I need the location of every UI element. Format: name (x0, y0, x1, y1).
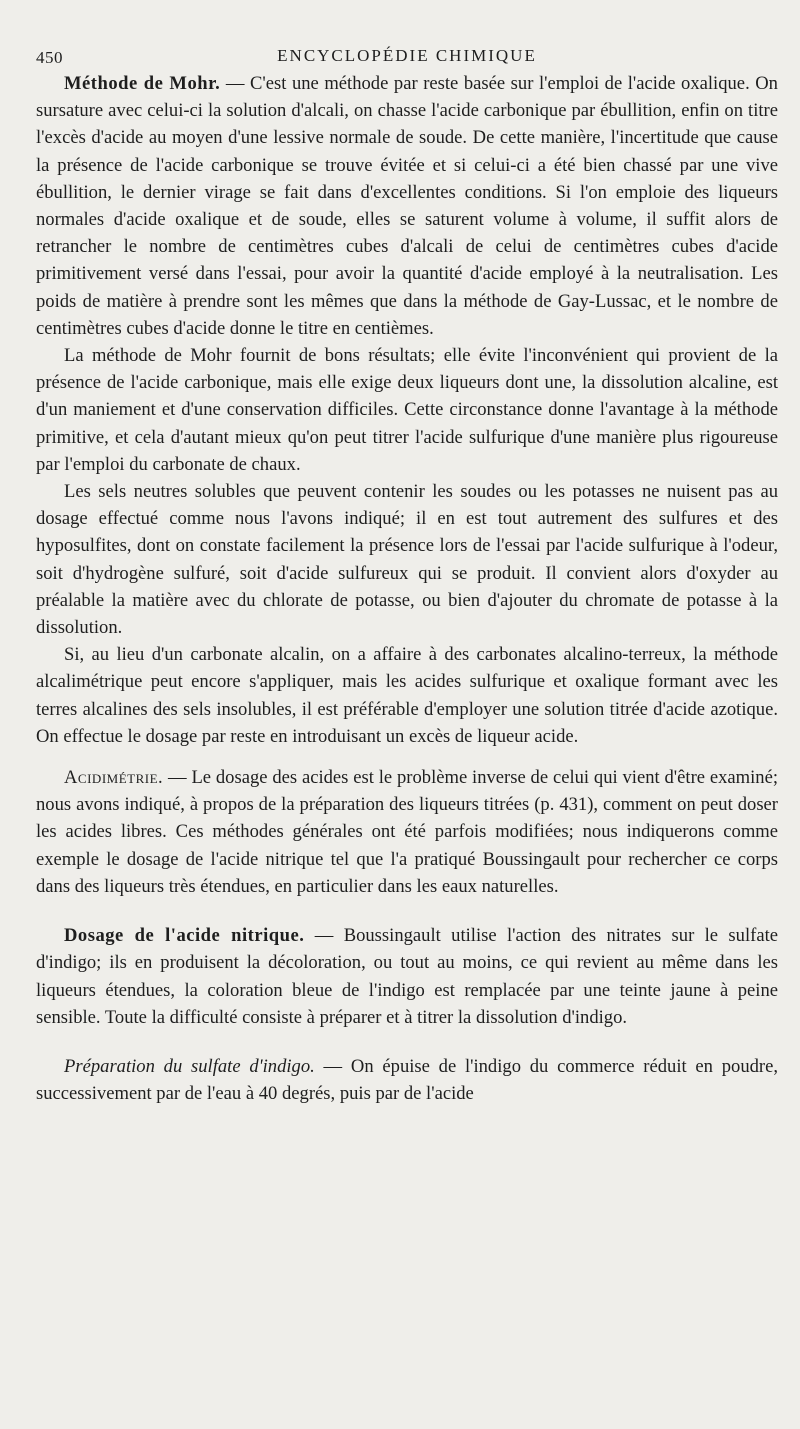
page-number: 450 (36, 48, 63, 67)
page-header (36, 44, 778, 70)
paragraph-text: — C'est une méthode par reste basée sur l'emploi de l'acide oxalique. On sursature avec celui-ci la solution d'alcali, on chasse l'acide carbonique par ébullition, enfin on titre l'excès d'acide au moyen d'une lessive normale de soude. De cette manière, l'incertitude que cause la présence de l'acide carbonique se trouve évitée et si celui-ci a été bien chassé par une vive ébullition, le dernier virage se fait dans d'excellentes conditions. Si l'on emploie des liqueurs normales d'acide oxalique et de soude, elles se saturent volume à volume, il suffit alors de retrancher le nombre de centimètres cubes d'alcali de celui de centimètres cubes d'acide primitivement versé dans l'essai, pour avoir la quantité d'acide employé à la neutralisation. Les poids de matière à prendre sont les mêmes que dans la méthode de Gay-Lussac, et le nombre de centimètres cubes d'acide donne le titre en centièmes. (36, 73, 778, 339)
paragraph-acidimetrie (36, 764, 778, 900)
paragraph-text: — On épuise de l'indigo du commerce réduit en poudre, successivement par de l'eau à 40 degrés, puis par de l'acide (36, 1055, 778, 1105)
paragraph-text: Les sels neutres solubles que peuvent contenir les soudes ou les potasses ne nuisent pas au dosage effectué comme nous l'avons indiqué; il en est tout autrement des sulfures et des hyposulfites, dont on constate facilement la présence lors de l'essai par l'acide sulfurique à l'odeur, soit d'hydrogène sulfuré, soit d'acide sulfureux qui se produit. Il convient alors d'oxyder au préalable la matière avec du chlorate de potasse, ou bien d'ajouter du chromate de potasse à la dissolution. (36, 481, 778, 639)
paragraph-mohr-resultats (36, 342, 778, 478)
section-heading-dosage-acide-nitrique: Dosage de l'acide nitrique. (64, 925, 305, 947)
section-heading-methode-mohr: Méthode de Mohr. (64, 73, 221, 94)
paragraph-text: — Le dosage des acides est le problème inverse de celui qui vient d'être examiné; nous avons indiqué, à propos de la préparation des liqueurs titrées (p. 431), comment on peut doser les acides libres. Ces méthodes générales ont été parfois modifiées; nous indiquerons comme exemple le dosage de l'acide nitrique tel que l'a pratiqué Boussingault pour rechercher ce corps dans des liqueurs très étendues, en particulier dans les eaux naturelles. (36, 767, 778, 897)
paragraph-dosage-acide-nitrique (36, 922, 778, 1031)
paragraph-text: — Boussingault utilise l'action des nitrates sur le sulfate d'indigo; ils en produisent la décoloration, ou tout au moins, ce qui revient au même dans les liqueurs étendues, la coloration bleue de l'indigo est remplacée par une teinte jaune à peine sensible. Toute la difficulté consiste à préparer et à titrer la dissolution d'indigo. (36, 925, 778, 1028)
paragraph-sels-neutres (36, 478, 778, 641)
document-body (36, 70, 778, 1107)
section-heading-acidimetrie: Acidimétrie. (64, 767, 164, 789)
paragraph-preparation-sulfate-indigo (36, 1053, 778, 1107)
running-title: ENCYCLOPÉDIE CHIMIQUE (277, 46, 537, 65)
paragraph-text: La méthode de Mohr fournit de bons résultats; elle évite l'inconvénient qui provient de la présence de l'acide carbonique, mais elle exige deux liqueurs dont une, la dissolution alcaline, est d'un maniement et d'une conservation difficiles. Cette circonstance donne l'avantage à la méthode primitive, et cela d'autant mieux qu'on peut titrer l'acide sulfurique d'une manière plus rigoureuse par l'emploi du carbonate de chaux. (36, 345, 778, 475)
paragraph-methode-mohr (36, 70, 778, 342)
section-heading-preparation-sulfate-indigo: Préparation du sulfate d'indigo. (64, 1055, 315, 1077)
paragraph-text: Si, au lieu d'un carbonate alcalin, on a affaire à des carbonates alcalino-terreux, la méthode alcalimétrique peut encore s'appliquer, mais les acides sulfurique et oxalique formant avec les terres alcalines des sels insolubles, il est préférable d'employer une solution titrée d'acide azotique. On effectue le dosage par reste en introduisant un excès de liqueur acide. (36, 644, 778, 747)
paragraph-carbonates-alcalino-terreux (36, 641, 778, 750)
